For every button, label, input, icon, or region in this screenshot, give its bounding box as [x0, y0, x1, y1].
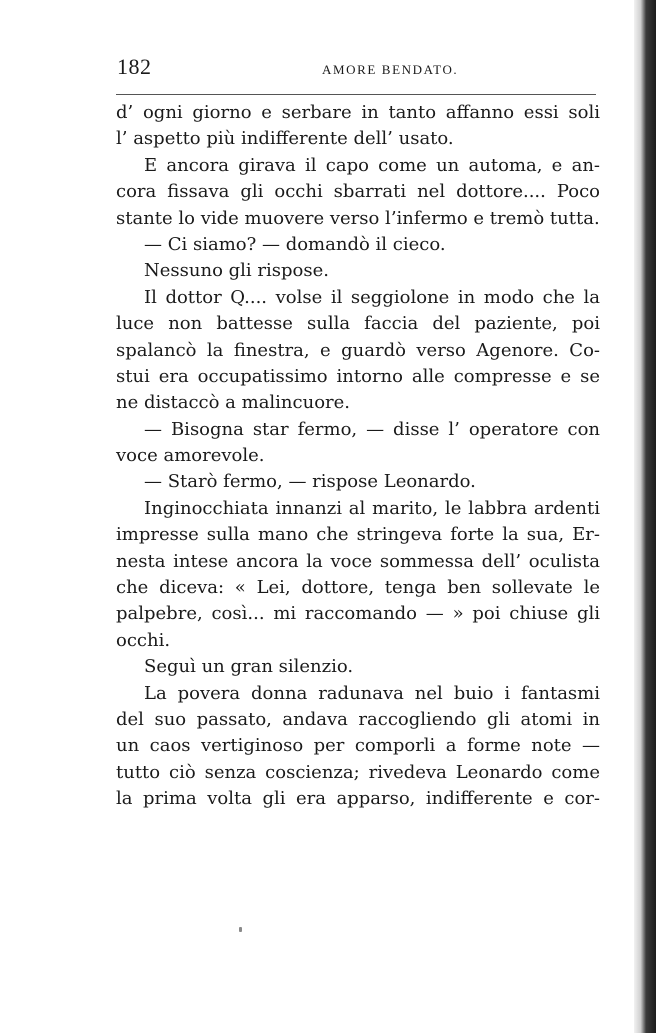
ink-speck [239, 927, 242, 932]
text-line: impresse sulla mano che stringeva forte la sua, Er- [116, 524, 600, 546]
text-line: occhi. [116, 629, 171, 651]
text-line: Nessuno gli rispose. [144, 260, 329, 282]
text-line: — Bisogna star fermo, — disse l’ operatore con [144, 418, 600, 440]
text-line: luce non battesse sulla faccia del paziente, poi [116, 313, 600, 335]
text-line: del suo passato, andava raccogliendo gli atomi in [116, 708, 600, 730]
text-line: d’ ogni giorno e serbare in tanto affanno essi soli [116, 102, 600, 123]
body-text [116, 100, 600, 813]
running-title: AMORE BENDATO. [322, 62, 459, 77]
text-line: ne distaccò a malincuore. [116, 392, 351, 414]
text-line: che diceva: « Lei, dottore, tenga ben sollevate le [116, 577, 600, 599]
header-rule [116, 94, 596, 95]
page-number: 182 [117, 54, 152, 79]
text-line: Seguì un gran silenzio. [144, 656, 354, 678]
text-line: l’ aspetto più indifferente dell’ usato. [116, 128, 454, 150]
text-line: — Starò fermo, — rispose Leonardo. [144, 471, 476, 493]
text-line: un caos vertiginoso per comporli a forme note — [116, 735, 600, 757]
page-binding-edge [634, 0, 656, 1033]
text-line: Inginocchiata innanzi al marito, le labbra ardenti [144, 497, 600, 519]
text-line: — Ci siamo? — domandò il cieco. [144, 233, 446, 255]
text-line: nesta intese ancora la voce sommessa dell’ oculista [116, 550, 600, 572]
text-line: spalancò la finestra, e guardò verso Agenore. Co- [116, 339, 600, 361]
text-line: cora fissava gli occhi sbarrati nel dottore.... Poco [116, 181, 600, 203]
text-line: stante lo vide muovere verso l’infermo e tremò tutta. [116, 207, 600, 229]
text-line: La povera donna radunava nel buio i fantasmi [144, 682, 600, 704]
text-line: palpebre, così... mi raccomando — » poi chiuse gli [116, 603, 600, 625]
text-line: voce amorevole. [116, 445, 265, 467]
text-line: tutto ciò senza coscienza; rivedeva Leonardo come [116, 761, 600, 783]
text-line: E ancora girava il capo come un automa, e an- [144, 154, 600, 176]
text-line: la prima volta gli era apparso, indifferente e cor- [116, 788, 600, 810]
text-line: Il dottor Q.... volse il seggiolone in modo che la [144, 286, 600, 308]
text-line: stui era occupatissimo intorno alle compresse e se [116, 365, 600, 387]
